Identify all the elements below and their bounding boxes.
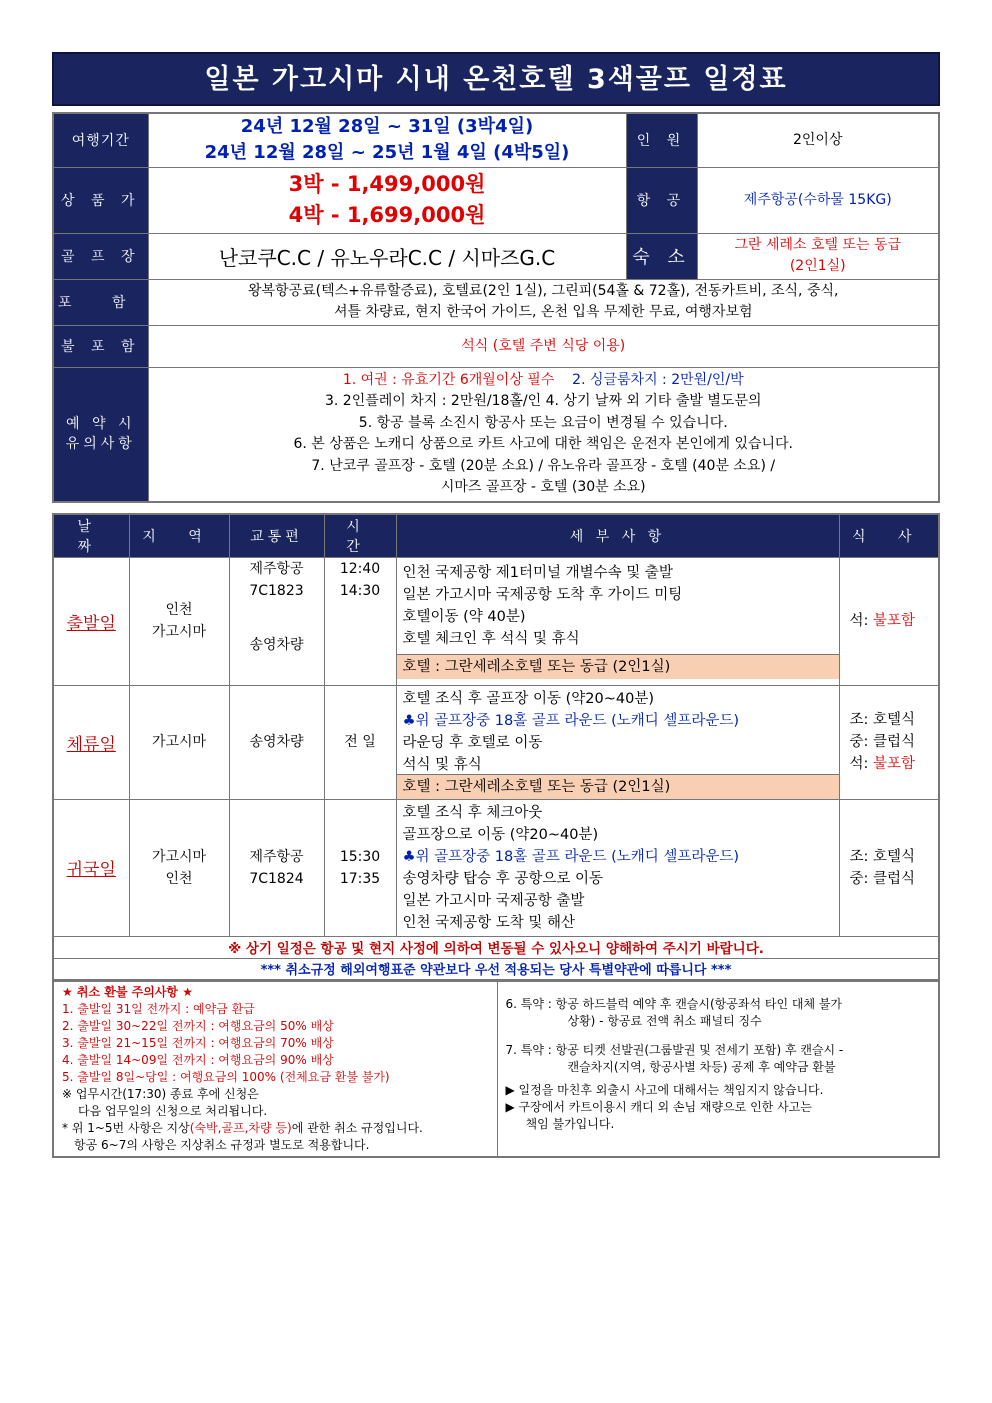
cancellation-table <box>52 981 940 1159</box>
day2-detail-3: 라운딩 후 호텔로 이동 <box>402 734 543 751</box>
exclude-label: 불 포 함 <box>53 325 148 367</box>
passport-note: 1. 여권 : 유효기간 6개월이상 필수 <box>342 371 555 388</box>
day3-detail-5: 일본 가고시마 국제공항 출발 <box>402 892 585 909</box>
day3-time-1: 15:30 <box>339 848 381 865</box>
cancellation-left <box>53 981 497 1157</box>
include-label: 포 함 <box>53 279 148 325</box>
day3-detail-2: 골프장으로 이동 (약20~40분) <box>402 826 599 843</box>
day1-hotel-note: 호텔 : 그란세레소호텔 또는 동급 (2인1실) <box>397 654 839 679</box>
day3-detail-golf: ♣위 골프장중 18홀 골프 라운드 (노캐디 셀프라운드) <box>402 848 740 865</box>
exclude-value: 석식 (호텔 주변 식당 이용) <box>148 325 939 367</box>
price-line-2: 4박 - 1,699,000원 <box>288 203 486 227</box>
day3-detail-4: 송영차량 탑승 후 공항으로 이동 <box>402 870 604 887</box>
day3-detail-6: 인천 국제공항 도착 및 해산 <box>402 914 576 931</box>
day3-region-1: 가고시마 <box>151 848 207 865</box>
hotel-line-2: (2인1실) <box>789 258 846 274</box>
special-7-line-1: 7. 특약 : 항공 티켓 선발권(그룹발권 및 전세기 포함) 후 캔슬시 - <box>505 1042 844 1057</box>
day1-time-2: 14:30 <box>339 582 381 599</box>
day2-lunch: 중: 클럽식 <box>849 734 916 750</box>
header-meal: 식 사 <box>839 514 939 558</box>
day3-details <box>396 799 839 936</box>
header-time: 시 간 <box>324 514 396 558</box>
notes-label <box>53 367 148 502</box>
day3-time <box>324 799 396 936</box>
ground-rule-1c: 에 관한 취소 규정입니다. <box>291 1120 423 1135</box>
day2-time: 전 일 <box>324 685 396 799</box>
ground-rule-1b: (숙박,골프,차량 등) <box>189 1120 292 1135</box>
day2-dinner-label: 석: <box>849 756 874 772</box>
day3-transport <box>229 799 324 936</box>
hotel-label: 숙 소 <box>626 233 697 279</box>
notes-label-line-1: 예 약 시 <box>66 416 136 432</box>
special-7-line-2: 캔슬차지(지역, 항공사별 차등) 공제 후 예약금 환불 <box>567 1059 836 1074</box>
cancel-item-4: 4. 출발일 14~09일 전까지 : 여행요금의 90% 배상 <box>62 1052 334 1067</box>
cancellation-policy-note: *** 취소규정 해외여행표준 약관보다 우선 적용되는 당사 특별약관에 따릅니다 *** <box>53 958 939 980</box>
booking-notes <box>148 367 939 502</box>
include-line-2: 셔틀 차량료, 현지 한국어 가이드, 온천 입욕 무제한 무료, 여행자보험 <box>333 304 753 320</box>
special-6-line-2: 상황) - 항공료 전액 취소 패널티 징수 <box>567 1013 762 1028</box>
cancel-item-5: 5. 출발일 8일~당일 : 여행요금의 100% (전체요금 환불 불가) <box>62 1069 390 1084</box>
day-departure: 출발일 <box>53 557 129 685</box>
golf-courses: 난코쿠C.C / 유노우라C.C / 시마즈G.C <box>148 233 626 279</box>
day3-detail-1: 호텔 조식 후 체크아웃 <box>402 804 543 821</box>
day1-details <box>396 557 839 685</box>
office-hours-1: ※ 업무시간(17:30) 종료 후에 신청은 <box>62 1086 259 1101</box>
day1-time-1: 12:40 <box>339 560 381 577</box>
arrow-note-2b: 책임 불가입니다. <box>525 1116 615 1131</box>
itinerary-page <box>52 52 940 1158</box>
day1-region-2: 가고시마 <box>151 624 207 640</box>
day1-detail-2: 일본 가고시마 국제공항 도착 후 가이드 미팅 <box>402 586 683 603</box>
day2-details <box>396 685 839 799</box>
day-return: 귀국일 <box>53 799 129 936</box>
header-date: 날 짜 <box>53 514 129 558</box>
hotel-line-1: 그란 세레소 호텔 또는 동급 <box>734 237 902 253</box>
day1-airline: 제주항공 <box>249 560 304 577</box>
ground-rule-1 <box>62 1120 489 1137</box>
day3-time-2: 17:35 <box>339 870 381 887</box>
header-details: 세 부 사 항 <box>396 514 839 558</box>
include-value <box>148 279 939 325</box>
day1-region-1: 인천 <box>165 602 193 618</box>
day2-detail-4: 석식 및 휴식 <box>402 756 482 773</box>
day1-transport <box>229 557 324 685</box>
day1-detail-4: 호텔 체크인 후 석식 및 휴식 <box>402 630 580 647</box>
page-title: 일본 가고시마 시내 온천호텔 3색골프 일정표 <box>52 52 940 106</box>
day3-lunch: 중: 클럽식 <box>849 870 916 887</box>
day1-region <box>129 557 229 685</box>
note-line-2: 3. 2인플레이 차지 : 2만원/18홀/인 4. 상기 날짜 외 기타 출발 별도문의 <box>325 393 762 409</box>
day2-detail-golf: ♣위 골프장중 18홀 골프 라운드 (노캐디 셀프라운드) <box>402 712 740 729</box>
price-line-1: 3박 - 1,499,000원 <box>288 172 486 196</box>
cancel-item-3: 3. 출발일 21~15일 전까지 : 여행요금의 70% 배상 <box>62 1035 334 1050</box>
day2-dinner-value: 불포함 <box>873 756 916 772</box>
day2-transport: 송영차량 <box>229 685 324 799</box>
day-stay: 체류일 <box>53 685 129 799</box>
day1-detail-3: 호텔이동 (약 40분) <box>402 608 526 625</box>
ground-rule-1a: * 위 1~5번 사항은 지상 <box>62 1120 190 1135</box>
day2-breakfast: 조: 호텔식 <box>849 712 916 728</box>
day3-airline: 제주항공 <box>249 848 304 865</box>
day1-detail-1: 인천 국제공항 제1터미널 개별수속 및 출발 <box>402 564 673 581</box>
ground-rule-2: 항공 6~7의 사항은 지상취소 규정과 별도로 적용합니다. <box>74 1137 370 1152</box>
airline-value: 제주항공(수하물 15KG) <box>697 167 939 233</box>
day3-region-2: 인천 <box>165 870 193 887</box>
price-value <box>148 167 626 233</box>
day1-meal-value: 불포함 <box>873 613 916 629</box>
period-line-1: 24년 12월 28일 ~ 31일 (3박4일) <box>240 116 534 138</box>
day2-detail-1: 호텔 조식 후 골프장 이동 (약20~40분) <box>402 690 654 707</box>
note-line-4: 6. 본 상품은 노캐디 상품으로 카트 사고에 대한 책임은 운전자 본인에게 있습니다. <box>293 436 794 452</box>
day1-flight: 7C1823 <box>249 582 304 599</box>
schedule-row-day2 <box>53 685 939 799</box>
golf-label: 골 프 장 <box>53 233 148 279</box>
airline-label: 항 공 <box>626 167 697 233</box>
schedule-row-day3 <box>53 799 939 936</box>
notes-label-line-2: 유의사항 <box>65 436 136 452</box>
cancellation-heading: ★ 취소 환불 주의사항 ★ <box>62 984 193 999</box>
info-table <box>52 112 940 503</box>
day1-shuttle: 송영차량 <box>249 636 304 653</box>
period-value <box>148 113 626 167</box>
schedule-row-day1 <box>53 557 939 685</box>
header-region: 지 역 <box>129 514 229 558</box>
day1-meal <box>839 557 939 685</box>
header-transport: 교통편 <box>229 514 324 558</box>
cancel-item-2: 2. 출발일 30~22일 전까지 : 여행요금의 50% 배상 <box>62 1018 334 1033</box>
arrow-note-2: ▶ 구장에서 카트이용시 캐디 외 손님 재량으로 인한 사고는 <box>505 1099 812 1114</box>
office-hours-2: 다음 업무일의 신청으로 처리됩니다. <box>78 1103 268 1118</box>
people-value: 2인이상 <box>697 113 939 167</box>
schedule-change-warning: ※ 상기 일정은 항공 및 현지 사정에 의하여 변동될 수 있사오니 양해하여 주시기 바랍니다. <box>53 936 939 958</box>
arrow-note-1: ▶ 일정을 마친후 외출시 사고에 대해서는 책임지지 않습니다. <box>505 1082 824 1097</box>
note-line-3: 5. 항공 블록 소진시 항공사 또는 요금이 변경될 수 있습니다. <box>358 414 728 431</box>
people-label: 인 원 <box>626 113 697 167</box>
single-room-note: 2. 싱글룸차지 : 2만원/인/박 <box>572 371 744 388</box>
cancellation-right <box>497 981 939 1157</box>
cancel-item-1: 1. 출발일 31일 전까지 : 예약금 환급 <box>62 1001 255 1016</box>
day2-meal <box>839 685 939 799</box>
day2-hotel-note: 호텔 : 그란세레소호텔 또는 동급 (2인1실) <box>397 774 839 799</box>
note-line-6: 시마즈 골프장 - 호텔 (30분 소요) <box>440 479 646 495</box>
schedule-table <box>52 513 940 981</box>
day1-time <box>324 557 396 685</box>
period-line-2: 24년 12월 28일 ~ 25년 1월 4일 (4박5일) <box>204 142 570 164</box>
note-line-5: 7. 난코쿠 골프장 - 호텔 (20분 소요) / 유노유라 골프장 - 호텔 (40분 소요) / <box>311 457 776 474</box>
day2-dinner <box>850 753 939 775</box>
day3-meal <box>839 799 939 936</box>
day3-breakfast: 조: 호텔식 <box>849 848 916 865</box>
note-line-1 <box>149 370 939 392</box>
day1-meal-label: 석: <box>849 613 874 629</box>
include-line-1: 왕복항공료(텍스+유류할증료), 호텔료(2인 1실), 그린피(54홀 & 72홀), 전동카트비, 조식, 중식, <box>248 283 839 299</box>
price-label: 상 품 가 <box>53 167 148 233</box>
special-6-line-1: 6. 특약 : 항공 하드블럭 예약 후 캔슬시(항공좌석 타인 대체 불가 <box>505 996 843 1011</box>
period-label: 여행기간 <box>53 113 148 167</box>
day3-region <box>129 799 229 936</box>
hotel-value <box>697 233 939 279</box>
day3-flight: 7C1824 <box>249 870 304 887</box>
day2-region: 가고시마 <box>129 685 229 799</box>
